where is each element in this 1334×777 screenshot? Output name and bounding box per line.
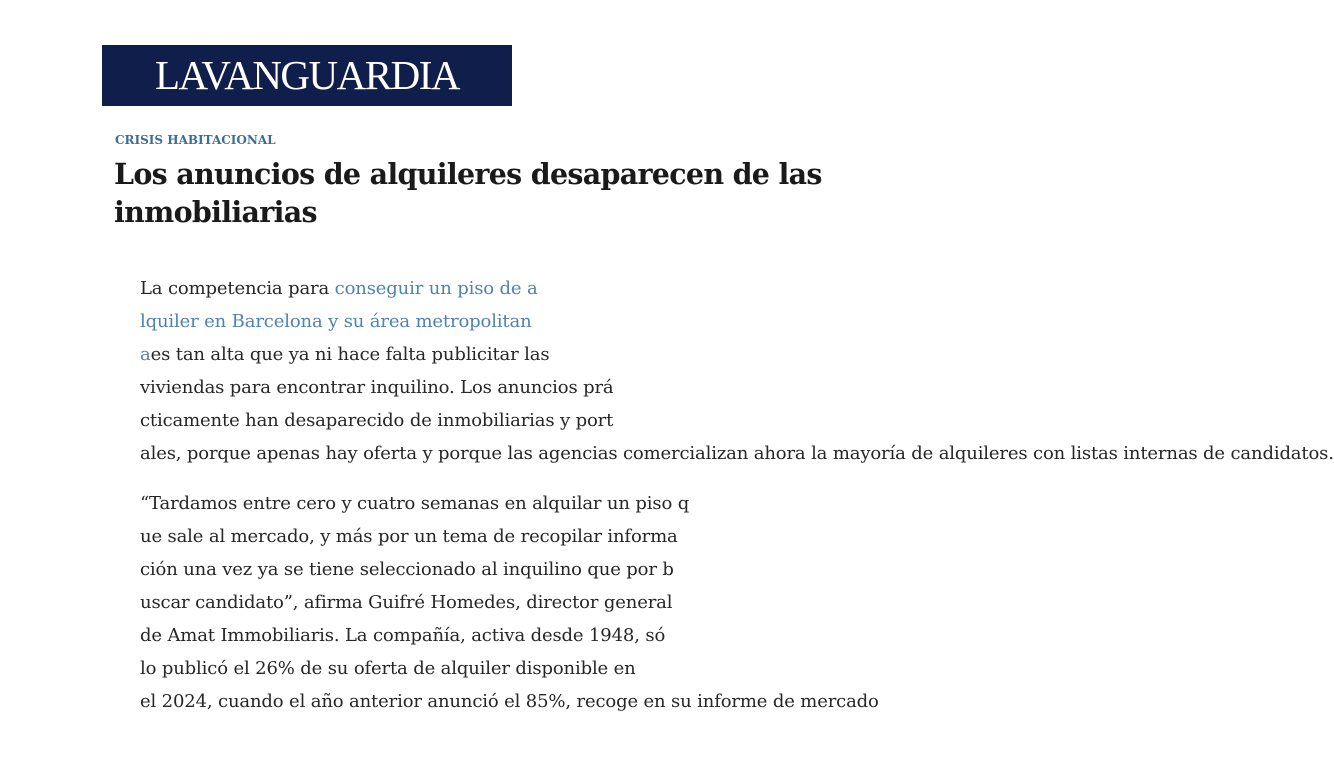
paragraph-line: ue sale al mercado, y más por un tema de recopilar informa bbox=[140, 526, 678, 547]
paragraph-line: de Amat Immobiliaris. La compañía, activa desde 1948, só bbox=[140, 625, 666, 646]
article-inline-link[interactable]: conseguir un piso de a bbox=[334, 278, 538, 299]
paragraph-line: lo publicó el 26% de su oferta de alquiler disponible en bbox=[140, 658, 636, 679]
masthead[interactable] bbox=[102, 45, 512, 106]
paragraph-line: aes tan alta que ya ni hace falta publicitar las bbox=[140, 344, 550, 365]
paragraph-line: cticamente han desaparecido de inmobiliarias y port bbox=[140, 410, 614, 431]
article-inline-link[interactable]: lquiler en Barcelona y su área metropolitan bbox=[140, 311, 532, 332]
paragraph-line: ales, porque apenas hay oferta y porque las agencias comercializan ahora la mayoría de alquileres con listas internas de candidatos. bbox=[140, 443, 1334, 464]
paragraph-line: el 2024, cuando el año anterior anunció el 85%, recoge en su informe de mercado bbox=[140, 691, 879, 712]
content-fade-overlay bbox=[0, 722, 1024, 777]
paragraph-line: La competencia para conseguir un piso de a bbox=[140, 278, 538, 299]
paragraph-line: “Tardamos entre cero y cuatro semanas en alquilar un piso q bbox=[140, 493, 690, 514]
article-body bbox=[140, 272, 1334, 718]
article-inline-link[interactable]: a bbox=[140, 344, 151, 365]
article-paragraph-1 bbox=[140, 272, 1334, 470]
paragraph-line bbox=[140, 305, 860, 338]
article-paragraph-2 bbox=[140, 487, 879, 718]
paragraph-line: ción una vez ya se tiene seleccionado al inquilino que por b bbox=[140, 559, 674, 580]
section-kicker[interactable]: CRISIS HABITACIONAL bbox=[115, 133, 276, 147]
paragraph-line: uscar candidato”, afirma Guifré Homedes, director general bbox=[140, 592, 673, 613]
paragraph-line: viviendas para encontrar inquilino. Los anuncios prá bbox=[140, 377, 614, 398]
article-headline: Los anuncios de alquileres desaparecen de las inmobiliarias bbox=[114, 157, 822, 229]
la-vanguardia-logo[interactable]: LAVANGUARDIA bbox=[155, 52, 459, 98]
